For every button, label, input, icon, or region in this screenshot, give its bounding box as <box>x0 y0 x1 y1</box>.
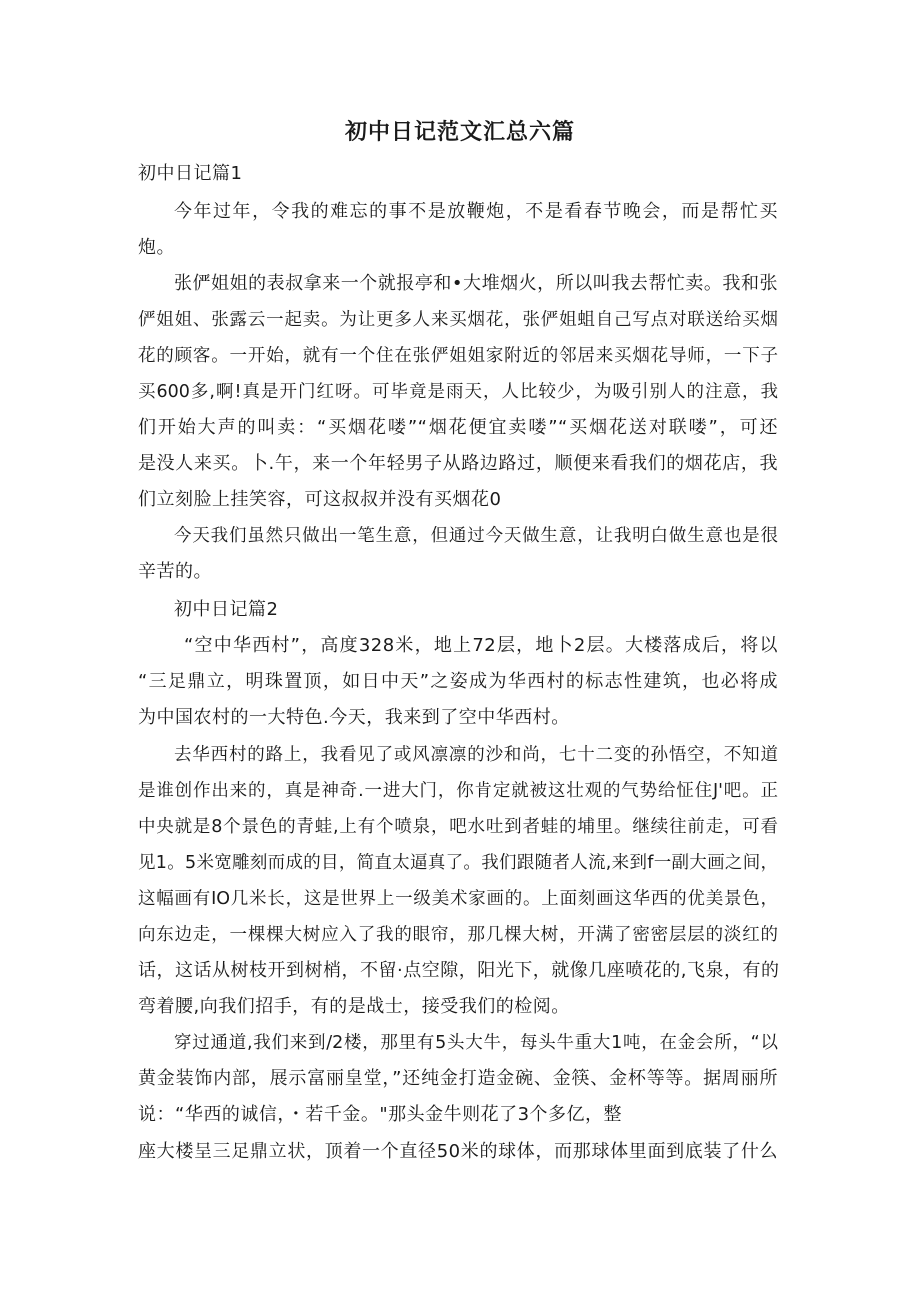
paragraph-line: 为中国农村的一大特色.今天，我来到了空中华西村。 <box>138 707 570 728</box>
paragraph-line: 话，这话从树枝开到树梢，不留·点空隙，阳光下，就像几座喷花的,飞泉，有的 <box>138 960 780 981</box>
paragraph-line: 们开始大声的叫卖：“买烟花喽”“烟花便宜卖喽”“买烟花送对联喽”，可还 <box>138 417 778 438</box>
paragraph-line: “三足鼎立，明珠置顶，如日中天”之姿成为华西村的标志性建筑，也必将成 <box>138 671 778 692</box>
paragraph-line: 今年过年，令我的难忘的事不是放鞭炮，不是看春节晚会，而是帮忙买 <box>174 201 778 222</box>
section-heading-2: 初中日记篇2 <box>174 599 279 620</box>
paragraph-line: 俨姐姐、张露云一起卖。为让更多人来买烟花，张俨姐蛆自己写点对联送给买烟 <box>138 310 778 330</box>
paragraph-line: 买600多,啊!真是开门红呀。可毕竟是雨天，人比较少，为吸引别人的注意，我 <box>138 382 778 402</box>
paragraph-line: 向东边走，一棵棵大树应入了我的眼帘，那几棵大树，开满了密密层层的淡红的 <box>138 925 778 945</box>
paragraph-line: 辛苦的。 <box>138 561 212 582</box>
paragraph-line: 座大楼呈三足鼎立状，顶着一个直径50米的球体，而那球体里面到底装了什么 <box>138 1141 778 1162</box>
paragraph-line: 说：“华西的诚信，・若千金。"那头金牛则花了3个多亿，整 <box>138 1104 623 1125</box>
paragraph-line: 见1。5米宽雕刻而成的目，简直太逼真了。我们跟随者人流,来到f一副大画之间， <box>138 853 778 873</box>
paragraph-line: 弯着腰,向我们招手，有的是战士，接受我们的检阅。 <box>138 996 570 1017</box>
paragraph-line: 张俨姐姐的表叔拿来一个就报亭和•大堆烟火，所以叫我去帮忙卖。我和张 <box>174 273 778 294</box>
paragraph-line: 是谁创作出来的，真是神奇.一进大门，你肯定就被这壮观的气势给怔住J'吧。正 <box>138 781 778 801</box>
paragraph-line: 这幅画有IO几米长，这是世界上一级美术家画的。上面刻画这华西的优美景色， <box>138 889 778 909</box>
paragraph-line: 们立刻脸上挂笑容，可这叔叔并没有买烟花0 <box>138 489 502 510</box>
paragraph-line: 中央就是8个景色的青蛙,上有个喷泉，吧水吐到者蛙的埔里。继续往前走，可看 <box>138 817 778 837</box>
section-heading-1: 初中日记篇1 <box>138 163 243 184</box>
paragraph-line: 花的顾客。一开始，就有一个住在张俨姐姐家附近的邻居来买烟花导师，一下子 <box>138 346 778 366</box>
paragraph-line: 是没人来买。卜.午，来一个年轻男子从路边路过，顺便来看我们的烟花店，我 <box>138 453 778 474</box>
paragraph-line: 去华西村的路上，我看见了或风凛凛的沙和尚，七十二变的孙悟空，不知道 <box>174 745 778 765</box>
paragraph-line: 炮。 <box>138 237 175 258</box>
paragraph-line: 黄金装饰内部，展示富丽皇堂，”还纯金打造金碗、金筷、金杯等等。据周丽所 <box>138 1068 778 1089</box>
paragraph-line: 穿过通道,我们来到/2楼，那里有5头大牛，每头牛重大1吨，在金会所，“以 <box>174 1033 778 1053</box>
paragraph-line: “空中华西村”，高度328米，地上72层，地卜2层。大楼落成后，将以 <box>184 635 778 656</box>
document-title: 初中日记范文汇总六篇 <box>344 120 575 145</box>
paragraph-line: 今天我们虽然只做出一笔生意，但通过今天做生意，让我明白做生意也是很 <box>174 526 778 546</box>
